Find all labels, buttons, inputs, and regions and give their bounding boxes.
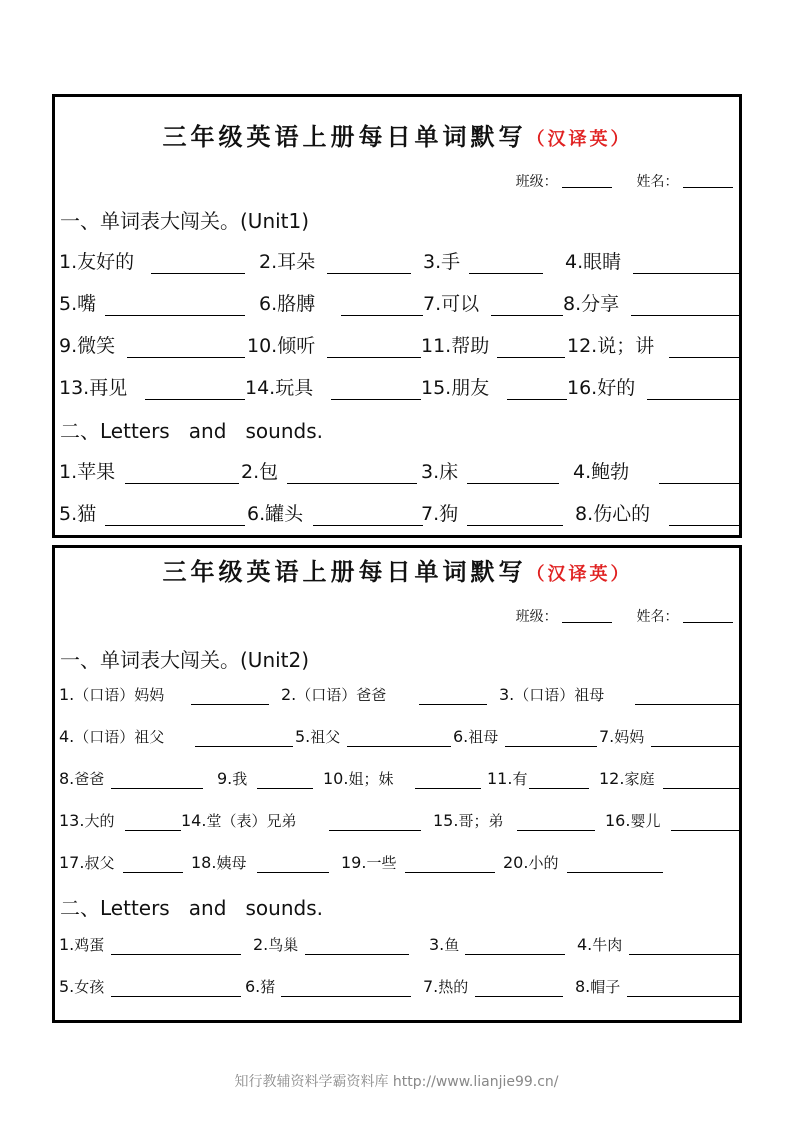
word-row <box>59 768 735 798</box>
answer-blank[interactable] <box>405 872 495 873</box>
student-info <box>516 171 733 191</box>
word-item: 11.有 <box>487 768 589 789</box>
worksheet-unit1 <box>52 94 742 538</box>
section-heading-vocabulary: 一、单词表大闯关。(Unit1) <box>60 209 310 233</box>
name-field[interactable] <box>683 608 733 623</box>
answer-blank[interactable] <box>313 525 423 526</box>
answer-blank[interactable] <box>505 746 597 747</box>
answer-blank[interactable] <box>287 483 417 484</box>
class-label: 班级： <box>515 174 558 190</box>
answer-blank[interactable] <box>633 273 739 274</box>
word-item: 8.伤心的 <box>575 499 739 526</box>
word-item: 11.帮助 <box>421 331 565 358</box>
class-label: 班级： <box>515 609 558 625</box>
word-item: 5.嘴 <box>59 289 245 316</box>
word-item: 7.狗 <box>421 499 563 526</box>
word-item: 19.一些 <box>341 852 495 873</box>
word-item: 5.女孩 <box>59 976 241 997</box>
section-heading-letters-sounds: 二、Letters and sounds. <box>60 896 323 920</box>
word-item: 2.（口语）爸爸 <box>281 684 487 705</box>
word-row <box>59 373 735 403</box>
answer-blank[interactable] <box>125 830 181 831</box>
answer-blank[interactable] <box>529 788 589 789</box>
word-item: 1.苹果 <box>59 457 239 484</box>
answer-blank[interactable] <box>105 525 245 526</box>
name-label: 姓名： <box>636 174 679 190</box>
answer-blank[interactable] <box>111 996 241 997</box>
class-field[interactable] <box>562 608 612 623</box>
word-item: 20.小的 <box>503 852 663 873</box>
word-item: 6.胳膊 <box>259 289 423 316</box>
footer-watermark: 知行教辅资料学霸资料库 http://www.lianjie99.cn/ <box>234 1074 559 1090</box>
section-heading-letters-sounds: 二、Letters and sounds. <box>60 419 323 443</box>
word-item: 7.妈妈 <box>599 726 739 747</box>
word-row <box>59 934 735 964</box>
word-item: 2.包 <box>241 457 417 484</box>
answer-blank[interactable] <box>191 704 269 705</box>
word-item: 17.叔父 <box>59 852 183 873</box>
answer-blank[interactable] <box>329 830 421 831</box>
word-row <box>59 852 735 882</box>
word-item: 9.我 <box>217 768 313 789</box>
answer-blank[interactable] <box>659 483 739 484</box>
word-item: 3.鱼 <box>429 934 565 955</box>
answer-blank[interactable] <box>419 704 487 705</box>
answer-blank[interactable] <box>465 954 565 955</box>
word-item: 10.姐；妹 <box>323 768 481 789</box>
section-heading-vocabulary: 一、单词表大闯关。(Unit2) <box>60 648 310 672</box>
word-item: 5.祖父 <box>295 726 451 747</box>
word-item: 4.牛肉 <box>577 934 739 955</box>
word-item: 3.床 <box>421 457 559 484</box>
word-item: 16.好的 <box>567 373 739 400</box>
word-item: 8.分享 <box>563 289 739 316</box>
answer-blank[interactable] <box>127 357 245 358</box>
name-field[interactable] <box>683 173 733 188</box>
word-item: 9.微笑 <box>59 331 245 358</box>
worksheet-subtitle: （汉译英） <box>526 129 632 150</box>
answer-blank[interactable] <box>467 525 563 526</box>
word-row <box>59 331 735 361</box>
word-item: 15.哥；弟 <box>433 810 595 831</box>
answer-blank[interactable] <box>331 399 421 400</box>
worksheet-subtitle: （汉译英） <box>526 564 632 585</box>
answer-blank[interactable] <box>663 788 739 789</box>
answer-blank[interactable] <box>475 996 563 997</box>
word-item: 13.大的 <box>59 810 181 831</box>
answer-blank[interactable] <box>111 954 241 955</box>
word-item: 5.猫 <box>59 499 245 526</box>
answer-blank[interactable] <box>105 315 245 316</box>
word-row <box>59 247 735 277</box>
word-item: 7.可以 <box>423 289 563 316</box>
word-item: 13.再见 <box>59 373 245 400</box>
word-item: 8.帽子 <box>575 976 739 997</box>
answer-blank[interactable] <box>415 788 481 789</box>
answer-blank[interactable] <box>347 746 451 747</box>
answer-blank[interactable] <box>257 872 329 873</box>
word-item: 14.堂（表）兄弟 <box>181 810 421 831</box>
word-item: 15.朋友 <box>421 373 567 400</box>
answer-blank[interactable] <box>195 746 293 747</box>
answer-blank[interactable] <box>257 788 313 789</box>
student-info <box>516 606 733 626</box>
word-item: 10.倾听 <box>247 331 421 358</box>
worksheet-title: 三年级英语上册每日单词默写（汉译英） <box>162 557 632 586</box>
answer-blank[interactable] <box>151 273 245 274</box>
word-item: 3.（口语）祖母 <box>499 684 739 705</box>
word-item: 3.手 <box>423 247 543 274</box>
answer-blank[interactable] <box>123 872 183 873</box>
answer-blank[interactable] <box>111 788 203 789</box>
answer-blank[interactable] <box>327 357 421 358</box>
word-item: 8.爸爸 <box>59 768 203 789</box>
word-row <box>59 457 735 487</box>
answer-blank[interactable] <box>305 954 409 955</box>
answer-blank[interactable] <box>567 872 663 873</box>
word-item: 4.（口语）祖父 <box>59 726 293 747</box>
answer-blank[interactable] <box>327 273 411 274</box>
class-field[interactable] <box>562 173 612 188</box>
word-item: 1.（口语）妈妈 <box>59 684 269 705</box>
answer-blank[interactable] <box>635 704 739 705</box>
word-row <box>59 289 735 319</box>
word-item: 14.玩具 <box>245 373 421 400</box>
answer-blank[interactable] <box>341 315 423 316</box>
word-item: 1.友好的 <box>59 247 245 274</box>
word-row <box>59 726 735 756</box>
word-row <box>59 684 735 714</box>
word-item: 4.鲍勃 <box>573 457 739 484</box>
worksheet-title: 三年级英语上册每日单词默写（汉译英） <box>162 122 632 151</box>
word-item: 6.祖母 <box>453 726 597 747</box>
word-row <box>59 810 735 840</box>
name-label: 姓名： <box>636 609 679 625</box>
word-row <box>59 499 735 529</box>
answer-blank[interactable] <box>629 954 739 955</box>
answer-blank[interactable] <box>507 399 567 400</box>
answer-blank[interactable] <box>631 315 739 316</box>
word-item: 16.婴儿 <box>605 810 739 831</box>
word-row <box>59 976 735 1006</box>
answer-blank[interactable] <box>469 273 543 274</box>
answer-blank[interactable] <box>281 996 411 997</box>
answer-blank[interactable] <box>467 483 559 484</box>
word-item: 1.鸡蛋 <box>59 934 241 955</box>
word-item: 12.家庭 <box>599 768 739 789</box>
answer-blank[interactable] <box>651 746 739 747</box>
word-item: 6.罐头 <box>247 499 423 526</box>
word-item: 4.眼睛 <box>565 247 739 274</box>
word-item: 12.说；讲 <box>567 331 739 358</box>
answer-blank[interactable] <box>671 830 739 831</box>
answer-blank[interactable] <box>669 357 739 358</box>
answer-blank[interactable] <box>647 399 739 400</box>
answer-blank[interactable] <box>517 830 595 831</box>
answer-blank[interactable] <box>125 483 239 484</box>
answer-blank[interactable] <box>491 315 563 316</box>
word-item: 6.猪 <box>245 976 411 997</box>
word-item: 2.鸟巢 <box>253 934 409 955</box>
word-item: 18.姨母 <box>191 852 329 873</box>
worksheet-unit2 <box>52 545 742 1023</box>
answer-blank[interactable] <box>145 399 245 400</box>
word-item: 7.热的 <box>423 976 563 997</box>
answer-blank[interactable] <box>497 357 565 358</box>
answer-blank[interactable] <box>669 525 739 526</box>
answer-blank[interactable] <box>627 996 739 997</box>
word-item: 2.耳朵 <box>259 247 411 274</box>
